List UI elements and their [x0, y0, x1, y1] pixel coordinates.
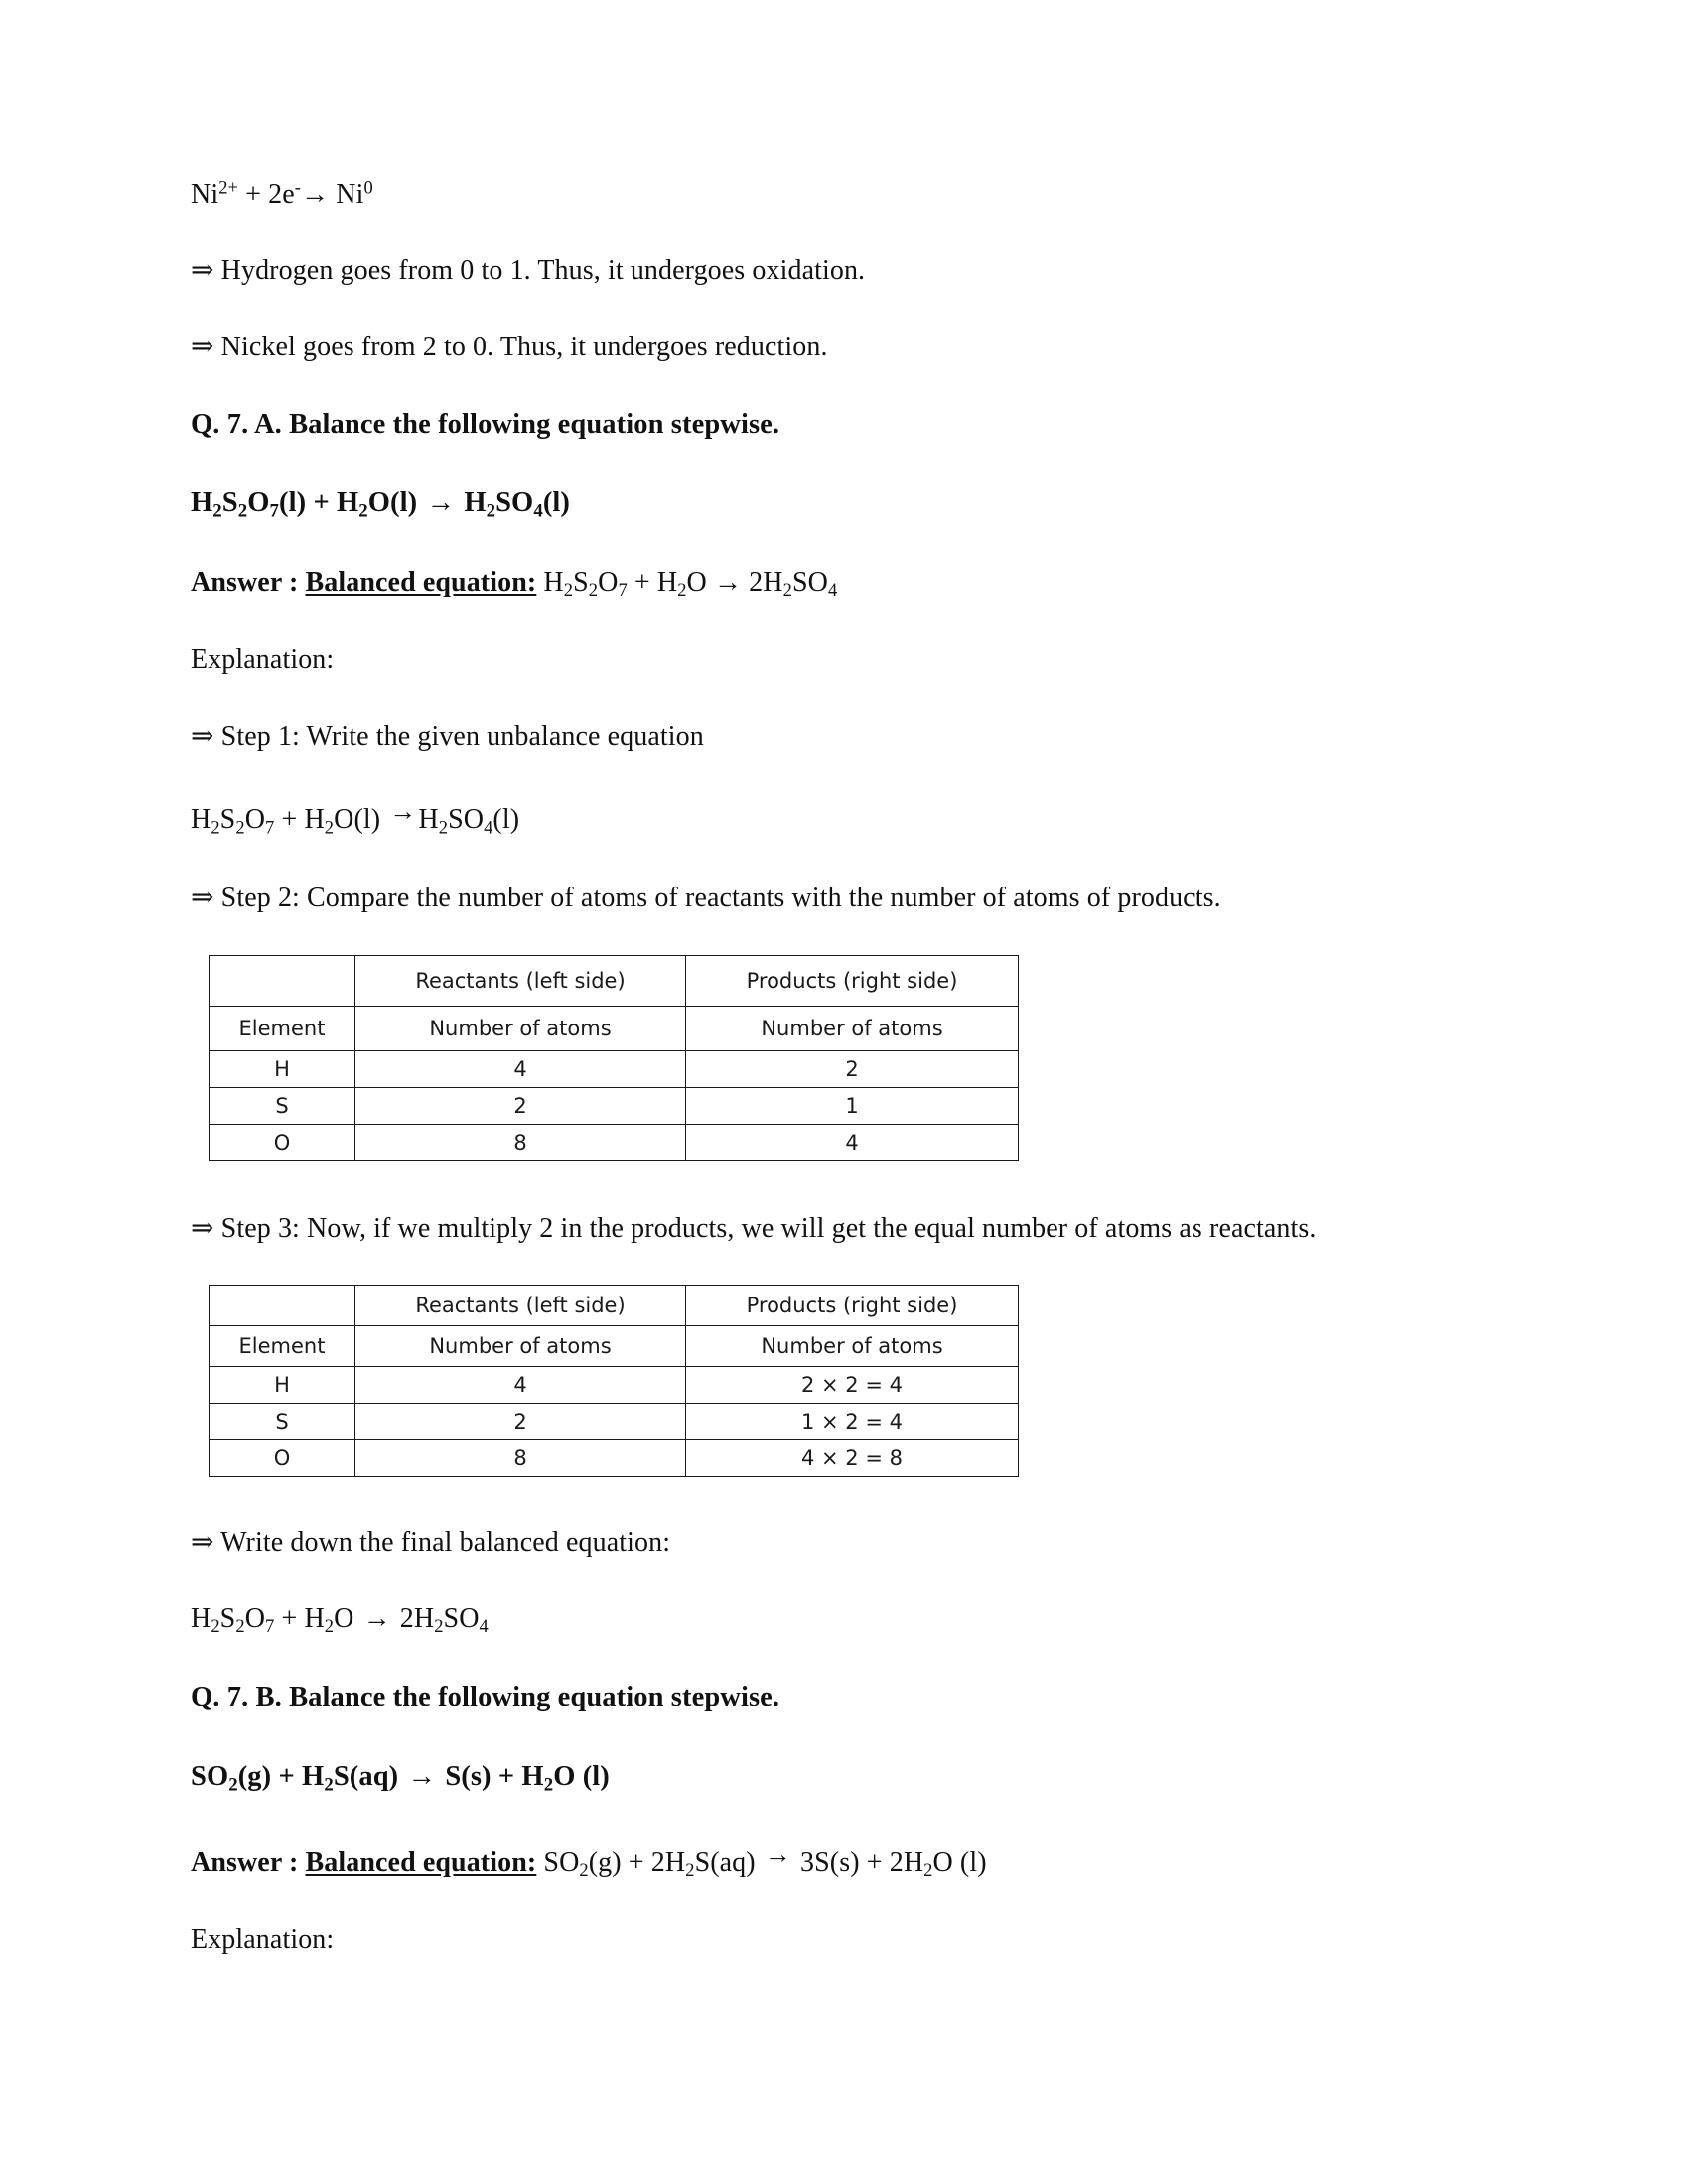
table-row — [210, 1439, 1019, 1476]
table2-r2-products: 4 × 2 = 8 — [686, 1439, 1019, 1476]
document-content — [191, 175, 1442, 1996]
q7a-answer-line — [191, 563, 1442, 602]
table2-r2-reactants: 8 — [355, 1439, 686, 1476]
table-row — [210, 1125, 1019, 1161]
table1-r2-products: 4 — [686, 1125, 1019, 1161]
table2-r1-element: S — [210, 1403, 355, 1439]
table2-r0-reactants: 4 — [355, 1366, 686, 1403]
reaction-arrow-icon: → — [389, 795, 417, 826]
table-header-row — [210, 956, 1019, 1007]
q7a-explanation-label: Explanation: — [191, 643, 335, 675]
table1-r1-element: S — [210, 1088, 355, 1125]
q7a-step1: ⇒ Step 1: Write the given unbalance equation — [191, 720, 704, 751]
q7b-heading: Q. 7. B. Balance the following equation stepwise. — [191, 1681, 780, 1712]
table-row — [210, 1403, 1019, 1439]
table1-r0-element: H — [210, 1051, 355, 1088]
atom-count-table-1-wrap — [191, 955, 1442, 1161]
table1-header-reactants: Reactants (left side) — [355, 956, 686, 1007]
q7a-step3: ⇒ Step 3: Now, if we multiply 2 in the products, we will get the equal number of atoms as reactants. — [191, 1213, 1317, 1245]
table2-r2-element: O — [210, 1439, 355, 1476]
q7b-question-equation: $SO_2(g) + H_2S(aq) \to S(s) + H_2O$ (l) — [191, 1760, 610, 1796]
table1-r2-reactants: 8 — [355, 1125, 686, 1161]
atom-count-table-1 — [209, 955, 1019, 1161]
table-row — [210, 1366, 1019, 1403]
table-row — [210, 1088, 1019, 1125]
table1-subheader-reactants: Number of atoms — [355, 1007, 686, 1051]
table-subheader-row — [210, 1007, 1019, 1051]
table2-r1-reactants: 2 — [355, 1403, 686, 1439]
q7b-answer-line — [191, 1837, 1442, 1882]
table1-r1-reactants: 2 — [355, 1088, 686, 1125]
table2-subheader-element: Element — [210, 1325, 355, 1366]
table-subheader-row — [210, 1325, 1019, 1366]
q7a-answer-prefix: Answer : — [191, 567, 306, 599]
table-header-row — [210, 1285, 1019, 1325]
table2-r0-element: H — [210, 1366, 355, 1403]
table2-r0-products: 2 × 2 = 4 — [686, 1366, 1019, 1403]
table1-r1-products: 1 — [686, 1088, 1019, 1125]
table2-subheader-products: Number of atoms — [686, 1325, 1019, 1366]
table1-header-products: Products (right side) — [686, 956, 1019, 1007]
table-row — [210, 1051, 1019, 1088]
q7b-balanced-equation: $SO_2(g) + 2H_2S(aq) \to 3S(s) + 2H_2O$ (l) — [536, 1847, 986, 1878]
ni-half-reaction-text: $Ni^{2+} + 2e^-\to Ni^0$ — [191, 177, 373, 209]
q7a-balanced-equation-label: Balanced equation: — [305, 567, 537, 599]
table1-r0-reactants: 4 — [355, 1051, 686, 1088]
hydrogen-oxidation-note: ⇒ Hydrogen goes from 0 to 1. Thus, it undergoes oxidation. — [191, 255, 866, 287]
reaction-arrow-icon: → — [764, 1839, 791, 1869]
q7a-balanced-equation: $H_2S_2O_7 + H_2O \to 2H_2SO_4$ — [536, 567, 838, 601]
q7a-step2: ⇒ Step 2: Compare the number of atoms of reactants with the number of atoms of products. — [191, 883, 1221, 914]
table1-header-blank — [210, 956, 355, 1007]
table1-r2-element: O — [210, 1125, 355, 1161]
table2-header-products: Products (right side) — [686, 1285, 1019, 1325]
table2-header-blank — [210, 1285, 355, 1325]
atom-count-table-2 — [209, 1285, 1019, 1477]
table1-subheader-products: Number of atoms — [686, 1007, 1019, 1051]
q7b-explanation-label: Explanation: — [191, 1924, 335, 1955]
q7a-final-equation: $H_2S_2O_7 + H_2O \to 2H_2SO_4$ — [191, 1602, 489, 1636]
q7b-answer-prefix: Answer : — [191, 1846, 306, 1878]
table2-subheader-reactants: Number of atoms — [355, 1325, 686, 1366]
q7a-step1-equation: $H_2S_2O_7 + H_2O(l) \to H_2SO_4(l)$ — [191, 793, 1442, 839]
table1-r0-products: 2 — [686, 1051, 1019, 1088]
nickel-reduction-note: ⇒ Nickel goes from 2 to 0. Thus, it undergoes reduction. — [191, 332, 828, 363]
table2-r1-products: 1 × 2 = 4 — [686, 1403, 1019, 1439]
q7a-question-equation: $H_2S_2O_7(l) + H_2O(l) \to H_2SO_4(l)$ — [191, 487, 571, 522]
ni-half-reaction — [191, 175, 1442, 213]
atom-count-table-2-wrap — [191, 1285, 1442, 1477]
table1-subheader-element: Element — [210, 1007, 355, 1051]
q7a-heading: Q. 7. A. Balance the following equation stepwise. — [191, 408, 780, 440]
q7a-final-label: ⇒ Write down the final balanced equation: — [191, 1526, 671, 1558]
q7b-balanced-equation-label: Balanced equation: — [305, 1846, 537, 1878]
table2-header-reactants: Reactants (left side) — [355, 1285, 686, 1325]
